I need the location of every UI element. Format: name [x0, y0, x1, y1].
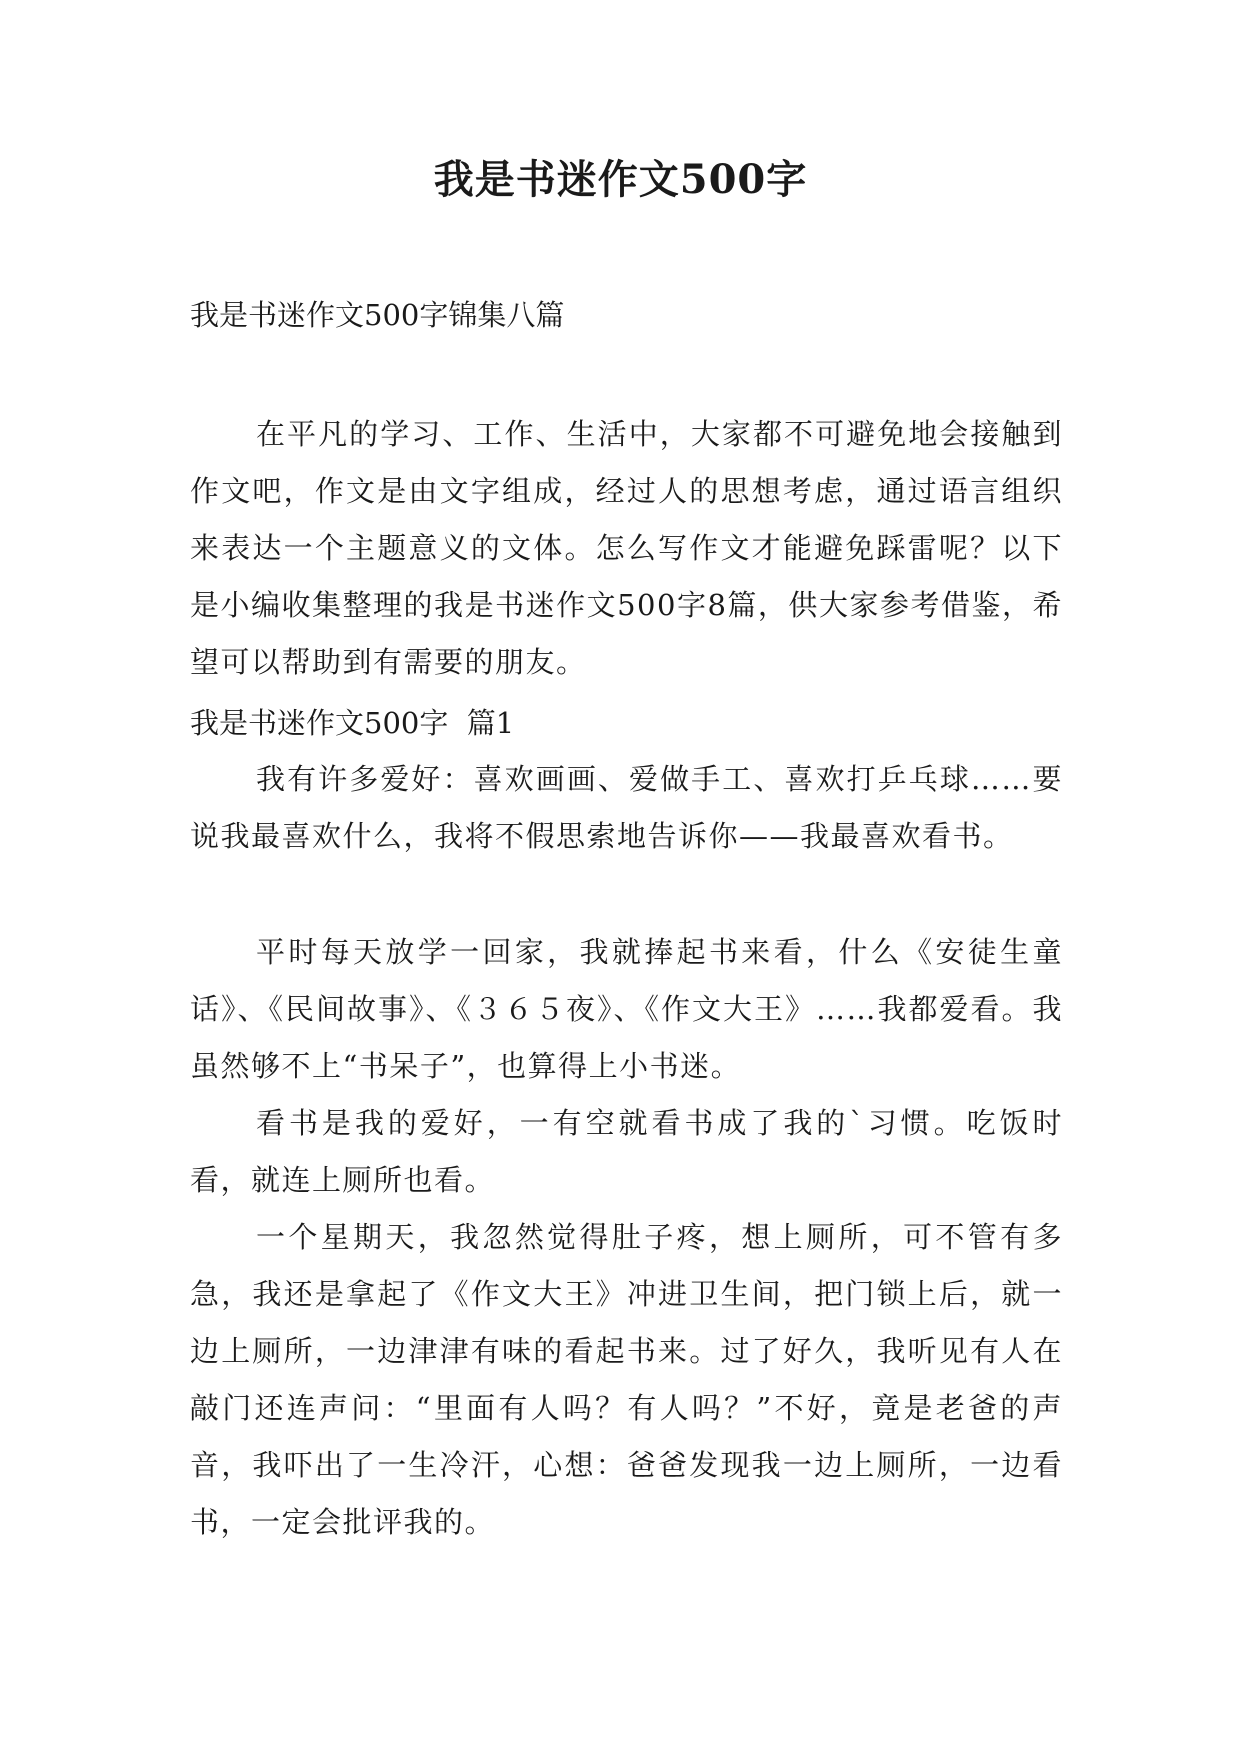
section-heading: 我是书迷作文500字 篇1 [190, 706, 515, 740]
body-paragraph: 平时每天放学一回家，我就捧起书来看，什么《安徒生童话》、《民间故事》、《３６５夜》、《作文大王》……我都爱看。我虽然够不上“书呆子”，也算得上小书迷。 [190, 935, 1063, 1083]
document-subtitle: 我是书迷作文500字锦集八篇 [190, 298, 565, 332]
body-paragraph: 我有许多爱好：喜欢画画、爱做手工、喜欢打乒乓球……要说我最喜欢什么，我将不假思索地告诉你——我最喜欢看书。 [190, 762, 1063, 853]
body-paragraph: 一个星期天，我忽然觉得肚子疼，想上厕所，可不管有多急，我还是拿起了《作文大王》冲进卫生间，把门锁上后，就一边上厕所，一边津津有味的看起书来。过了好久，我听见有人在敲门还连声问：“里面有人吗？有人吗？”不好，竟是老爸的声音，我吓出了一生冷汗，心想：爸爸发现我一边上厕所，一边看书，一定会批评我的。 [190, 1220, 1063, 1539]
body-paragraph: 看书是我的爱好，一有空就看书成了我的`习惯。吃饭时看，就连上厕所也看。 [190, 1106, 1063, 1197]
intro-paragraph: 在平凡的学习、工作、生活中，大家都不可避免地会接触到作文吧，作文是由文字组成，经过人的思想考虑，通过语言组织来表达一个主题意义的文体。怎么写作文才能避免踩雷呢？以下是小编收集整理的我是书迷作文500字8篇，供大家参考借鉴，希望可以帮助到有需要的朋友。 [190, 417, 1063, 679]
document-title: 我是书迷作文500字 [433, 156, 808, 203]
